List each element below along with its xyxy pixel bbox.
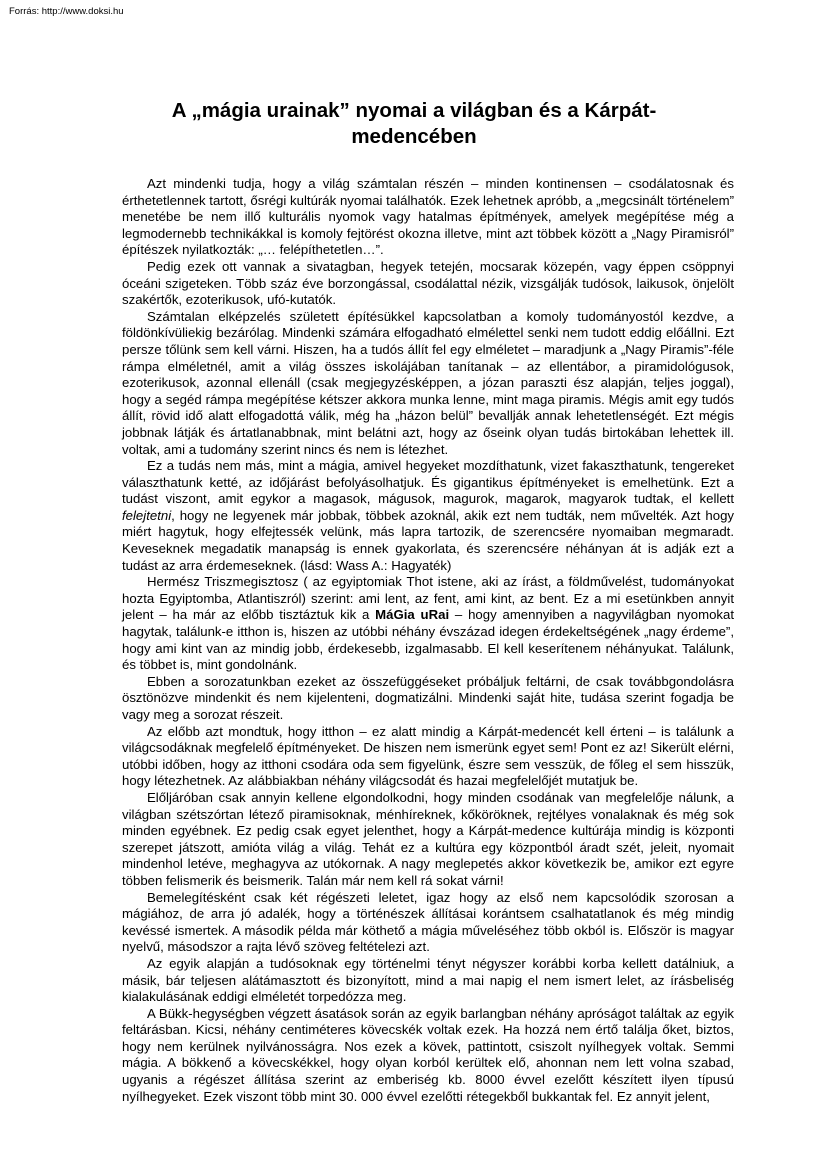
paragraph-5 <box>122 574 734 674</box>
paragraph-5-end: – hogy amennyiben a nagyvilágban nyomokat hagytak, találunk-e itthon is, hiszen az utóbbi néhány évszázad idegen érdekeltségének „nagy érdeme”, hogy ami kint van az mindig jobb, érdekesebb, izgalmasabb. El kell keserítenem néhányukat. Találunk, és többet is, mint gondolnánk. <box>122 607 734 673</box>
page-title: A „mágia urainak” nyomai a világban és a Kárpát-medencében <box>171 99 657 148</box>
source-label: Forrás: http://www.doksi.hu <box>9 6 124 17</box>
paragraph-3: Számtalan elképzelés született építésükkel kapcsolatban a komoly tudományostól kezdve, a földönkívüliekig bezárólag. Mindenki számára elfogadható elmélettel senki nem tudott eddig előállni. Ezt persze tőlünk sem kell várni. Hiszen, ha a tudós állít fel egy elméletet – maradjunk a „Nagy Piramis”-féle rámpa elméletnél, amit a világ összes iskolájában tanítanak – az ellentábor, a piramidológusok, ezoterikusok, azonnal ellenáll (csak megjegyzésképpen, a józan paraszti ész alapján, teljes joggal), hogy a segéd rámpa megépítése kétszer akkora munka lenne, mint maga piramis. Mégis amit egy tudós állít, rövid idő alatt elfogadottá válik, még ha „házon belül” bevallják annak lehetetlenségét. Ezt mégis jobbnak látják és ártatlanabbnak, mint belátni azt, hogy az őseink olyan tudás birtokában lehettek ill. voltak, ami a tudomány szerint nincs és nem is létezhet. <box>122 308 734 457</box>
paragraph-10: Az egyik alapján a tudósoknak egy történelmi tényt négyszer korábbi korba kellett datálniuk, a másik, bár teljesen alátámasztott és bizonyított, mind a mai napig el nem ismert lelet, az írásbeliség kialakulásának eddigi elméletét torpedózza meg. <box>122 955 734 1005</box>
italic-word: felejtetni <box>122 507 172 523</box>
paragraph-4 <box>122 458 734 574</box>
paragraph-1: Azt mindenki tudja, hogy a világ számtalan részén – minden kontinensen – csodálatosnak és érthetetlennek tartott, ősrégi kultúrák nyomai találhatók. Ezek lehetnek apróbb, a „megcsinált történelem” menetébe be nem illő kulturális nyomok vagy hatalmas építmények, amelyek megépítése még a legmodernebb technikákkal is komoly fejtörést okozna illetve, mint azt többek között a „Nagy Piramisról” építészek nyilatkozták: „… felépíthetetlen…”. <box>122 176 734 258</box>
paragraph-5-start: Hermész Triszmegisztosz ( az egyiptomiak Thot istene, aki az írást, a földművelést, tudományokat hozta Egyiptomba, Atlantiszról) szerint: ami lent, az fent, ami kint, az bent. Ez a mi esetünkben annyit jelent – ha már az előbb tisztáztuk kik a <box>122 574 734 623</box>
paragraph-6: Ebben a sorozatunkban ezeket az összefüggéseket próbáljuk feltárni, de csak továbbgondolásra ösztönözve mindenkit és nem kijelenteni, dogmatizálni. Mindenki saját hite, tudása szerint fogadja be vagy meg a sorozat részeit. <box>122 673 734 722</box>
bold-phrase: MáGia uRai <box>375 607 450 623</box>
paragraph-4-start: Ez a tudás nem más, mint a mágia, amivel hegyeket mozdíthatunk, vizet fakaszthatunk, tengereket választhatunk ketté, az időjárást befolyásolhatjuk. És gigantikus építményeket is emelhetünk. Ezt a tudást viszont, amit egykor a magasok, mágusok, magurok, magarok, magyarok tudtak, el kellett <box>122 458 734 507</box>
paragraph-9: Bemelegítésként csak két régészeti leletet, igaz hogy az első nem kapcsolódik szorosan a mágiához, de arra jó adalék, hogy a történészek állításai korántsem csalhatatlanok és még mindig kevéssé ismertek. A második példa már köthető a mágia műveléséhez több okból is. Először is magyar nyelvű, másodszor a rajta lévő szöveg feltételezi azt. <box>122 889 734 955</box>
paragraph-8: Előljáróban csak annyin kellene elgondolkodni, hogy minden csodának van megfelelője nálunk, a világban szétszórtan létező piramisoknak, ménhíreknek, kőköröknek, rejtélyes vonalaknak és még sok minden egyébnek. Ez pedig csak egyet jelenthet, hogy a Kárpát-medence kultúrája mindig is központi szerepet játszott, amióta világ a világ. Tehát ez a kultúra egy központból áradt szét, jeleit, nyomait mindenhol letéve, meghagyva az utókornak. A nagy meglepetés akkor következik be, amikor ezt egyre többen felismerik és beismerik. Talán már nem kell rá sokat várni! <box>122 789 734 888</box>
paragraph-7: Az előbb azt mondtuk, hogy itthon – ez alatt mindig a Kárpát-medencét kell érteni – is találunk a világcsodáknak megfelelő építményeket. De hiszen nem ismerünk egyet sem! Pont ez az! Sikerült elérni, utóbbi időben, hogy az itthoni csodára oda sem figyelünk, észre sem vesszük, de főleg el sem hisszük, hogy létezhetnek. Az alábbiakban néhány világcsodát és hazai megfelelőjét mutatjuk be. <box>122 723 734 789</box>
paragraph-11: A Bükk-hegységben végzett ásatások során az egyik barlangban néhány apróságot találtak az egyik feltárásban. Kicsi, néhány centiméteres kövecskék voltak ezek. Ha hozzá nem értő találja őket, biztos, hogy nem kerülnek nyilvánosságra. Nos ezek a kövek, pattintott, csiszolt nyílhegyek voltak. Semmi mágia. A bökkenő a kövecskékkel, hogy olyan korból kerültek elő, ahonnan nem lett volna szabad, ugyanis a régészet állítása szerint az emberiség kb. 8000 évvel ezelőtt készített ilyen típusú nyílhegyeket. Ezek viszont több mint 30. 000 évvel ezelőtti rétegekből bukkantak fel. Ez annyit jelent, <box>122 1005 734 1104</box>
article-body <box>122 176 734 1105</box>
paragraph-4-end: , hogy ne legyenek már jobbak, többek azoknál, akik ezt nem tudták, nem művelték. Azt hogy miért hagytuk, hogy elfejtessék velünk, más lapra tartozik, de szerencsére nyomaiban megmaradt. Keveseknek megadatik manapság is ennek gyakorlata, és szerencsére néhányan át is adják ezt a tudást az arra érdemeseknek. (lásd: Wass A.: Hagyaték) <box>122 507 734 573</box>
paragraph-2: Pedig ezek ott vannak a sivatagban, hegyek tetején, mocsarak közepén, vagy éppen csöppnyi óceáni szigeteken. Több száz éve borzongással, csodálattal nézik, vizsgálják tudósok, laikusok, önjelölt szakértők, ezoterikusok, ufó-kutatók. <box>122 258 734 308</box>
